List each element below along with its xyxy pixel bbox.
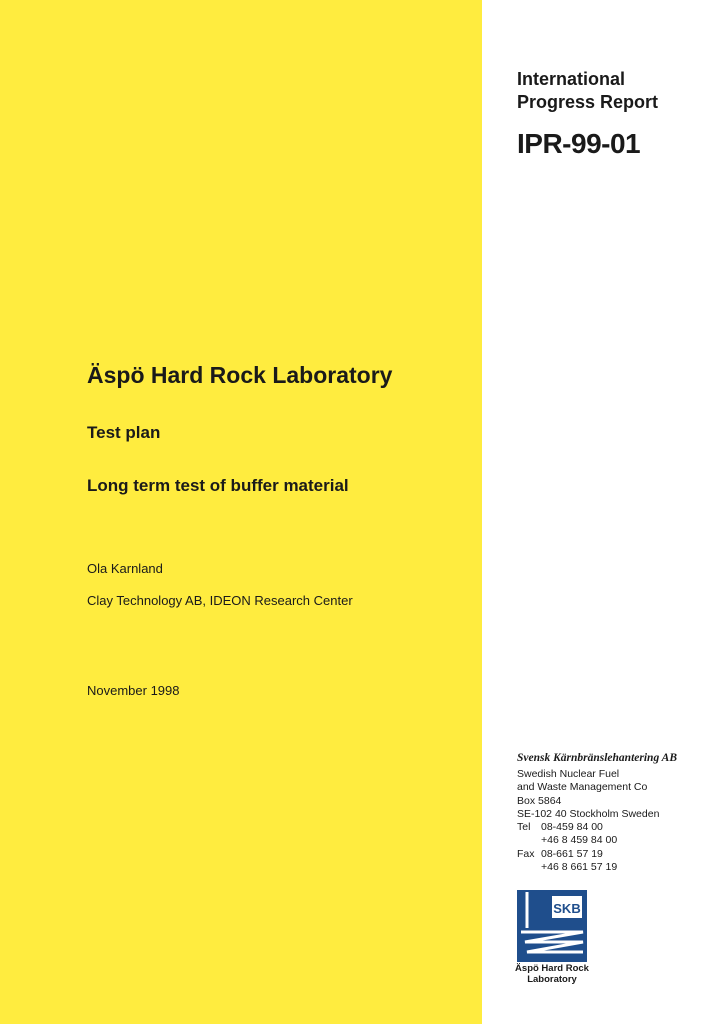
skb-logo-icon: [517, 890, 587, 962]
phone-row: Tel 08-459 84 00: [517, 821, 603, 834]
logo-caption: [509, 963, 595, 985]
logo-caption-line-2: Laboratory: [527, 974, 577, 985]
series-line-2: Progress Report: [517, 92, 659, 112]
address-line: SE-102 40 Stockholm Sweden: [517, 807, 660, 820]
fax-row-international: +46 8 661 57 19: [541, 861, 618, 874]
publisher-address: [517, 768, 659, 874]
document-subtitle-topic: Long term test of buffer material: [87, 476, 349, 495]
series-line-1: International: [517, 69, 626, 89]
address-line: and Waste Management Co: [517, 781, 648, 794]
svg-text:SKB: SKB: [553, 901, 581, 916]
report-number: IPR-99-01: [517, 128, 641, 159]
document-subtitle-test-plan: Test plan: [87, 423, 161, 442]
logo-caption-line-1: Äspö Hard Rock: [515, 963, 589, 974]
address-line: Swedish Nuclear Fuel: [517, 768, 620, 780]
phone-row-international: +46 8 459 84 00: [541, 834, 618, 847]
address-line: Box 5864: [517, 794, 562, 807]
author-name: Ola Karnland: [87, 561, 163, 576]
document-title: Äspö Hard Rock Laboratory: [87, 362, 393, 388]
publisher-name: Svensk Kärnbränslehantering AB: [517, 752, 677, 764]
report-series: [517, 68, 658, 114]
fax-row: Fax 08-661 57 19: [517, 847, 603, 860]
author-affiliation: Clay Technology AB, IDEON Research Center: [87, 593, 353, 608]
publication-date: November 1998: [87, 683, 180, 698]
